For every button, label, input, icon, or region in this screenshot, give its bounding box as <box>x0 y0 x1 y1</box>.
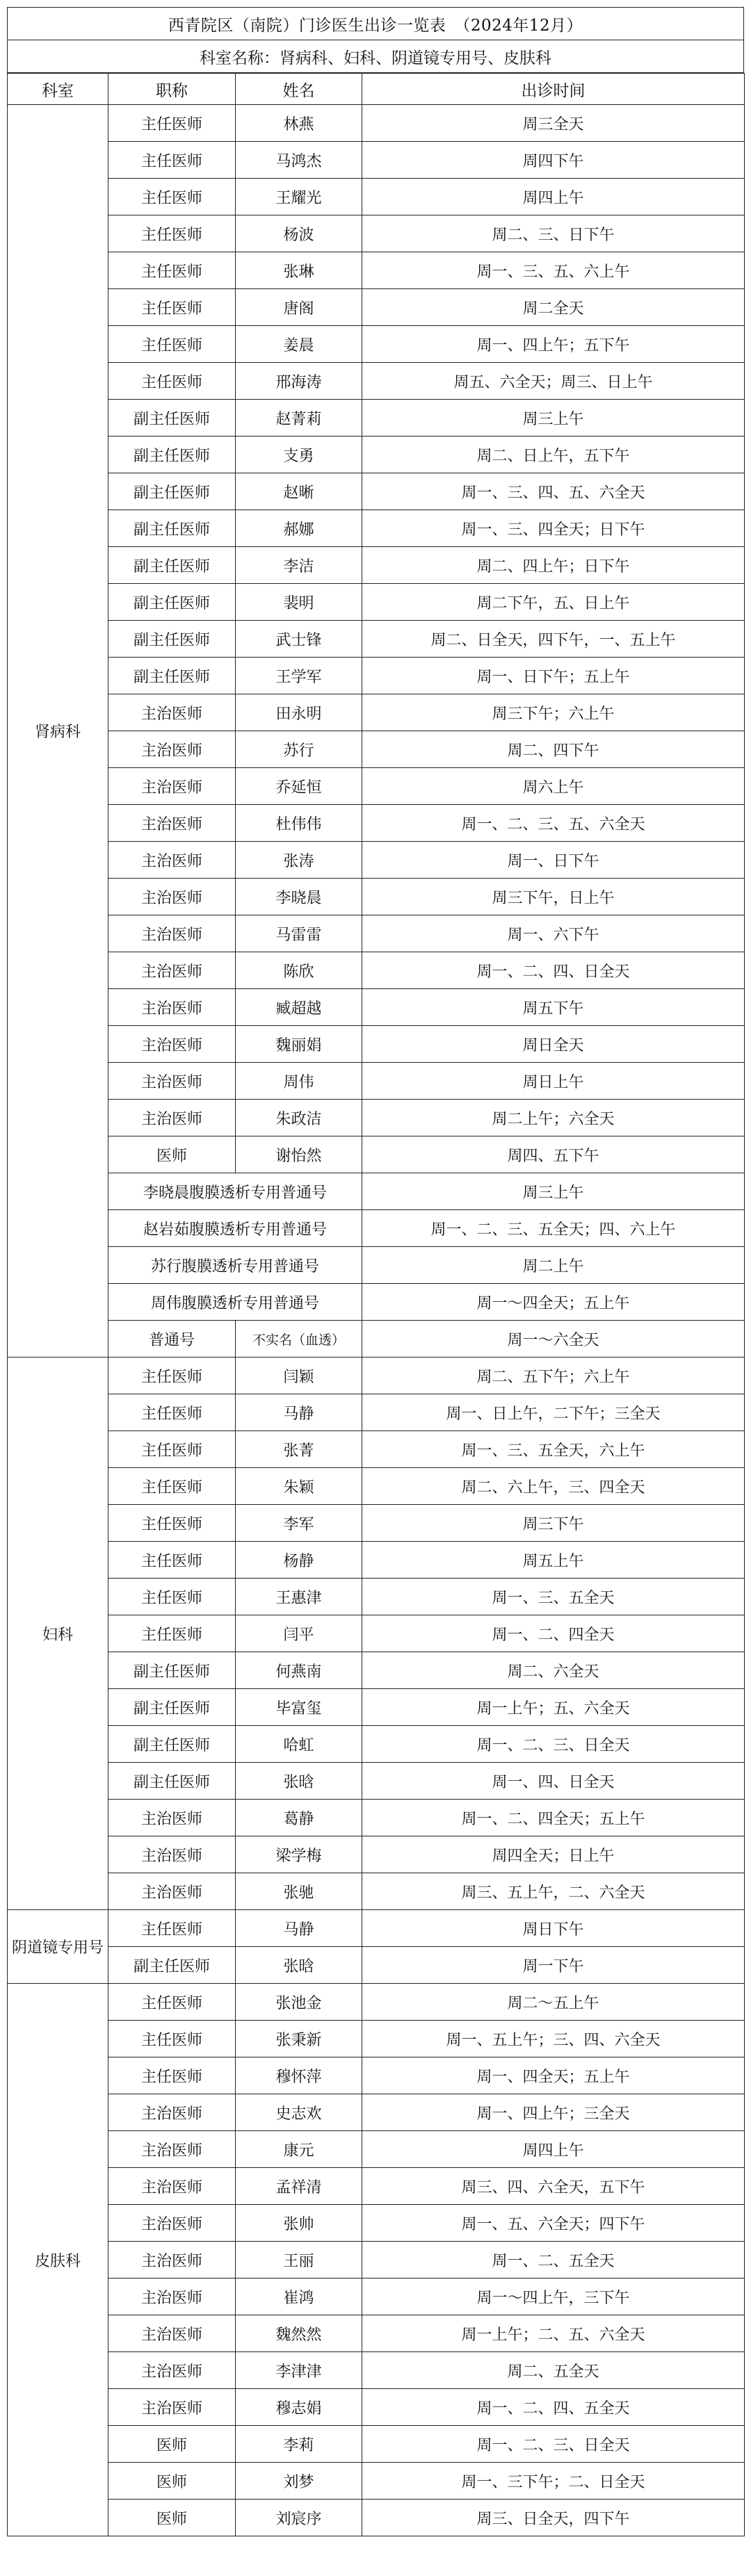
time-cell: 周五上午 <box>362 1542 745 1579</box>
title-cell: 医师 <box>108 2463 236 2500</box>
time-cell: 周一、四、日全天 <box>362 1763 745 1800</box>
title-cell: 副主任医师 <box>108 437 236 473</box>
title-cell: 主治医师 <box>108 1026 236 1063</box>
title-cell: 主任医师 <box>108 215 236 252</box>
title-cell: 主治医师 <box>108 805 236 842</box>
time-cell: 周一、五上午；三、四、六全天 <box>362 2021 745 2057</box>
table-header-row <box>8 74 745 105</box>
name-cell: 葛静 <box>236 1800 362 1836</box>
title-cell: 主任医师 <box>108 1505 236 1542</box>
name-cell: 邢海涛 <box>236 363 362 400</box>
title-cell: 主任医师 <box>108 326 236 363</box>
table-row <box>8 1726 745 1763</box>
title-cell: 主治医师 <box>108 694 236 731</box>
table-row <box>8 1652 745 1689</box>
title-cell: 副主任医师 <box>108 473 236 510</box>
time-cell: 周四、五下午 <box>362 1136 745 1173</box>
title-cell: 主治医师 <box>108 2168 236 2205</box>
name-cell: 马静 <box>236 1394 362 1431</box>
time-cell: 周一、三、五、六上午 <box>362 252 745 289</box>
title-cell: 主治医师 <box>108 2352 236 2389</box>
time-cell: 周一、日下午 <box>362 842 745 879</box>
time-cell: 周一上午；二、五、六全天 <box>362 2315 745 2352</box>
table-row <box>8 142 745 179</box>
title-cell: 副主任医师 <box>108 1726 236 1763</box>
dept-cell: 肾病科 <box>8 105 108 1358</box>
table-row <box>8 547 745 584</box>
title-cell: 副主任医师 <box>108 1652 236 1689</box>
table-row <box>8 510 745 547</box>
table-row <box>8 1026 745 1063</box>
time-cell: 周一、二、三、日全天 <box>362 2426 745 2463</box>
time-cell: 周二、六全天 <box>362 1652 745 1689</box>
name-cell: 陈欣 <box>236 952 362 989</box>
time-cell: 周二、日全天，四下午，一、五上午 <box>362 621 745 658</box>
name-cell: 李洁 <box>236 547 362 584</box>
time-cell: 周四下午 <box>362 142 745 179</box>
table-row <box>8 1542 745 1579</box>
table-row <box>8 1615 745 1652</box>
name-cell: 林燕 <box>236 105 362 142</box>
table-row <box>8 105 745 142</box>
title-cell: 主治医师 <box>108 1800 236 1836</box>
name-cell: 史志欢 <box>236 2094 362 2131</box>
title-cell: 主任医师 <box>108 1394 236 1431</box>
name-cell: 朱政洁 <box>236 1100 362 1136</box>
table-row <box>8 1947 745 1984</box>
name-cell: 孟祥清 <box>236 2168 362 2205</box>
name-cell: 张琳 <box>236 252 362 289</box>
table-row <box>8 1063 745 1100</box>
table-row <box>8 2500 745 2536</box>
title-cell: 主治医师 <box>108 2094 236 2131</box>
name-cell: 张晗 <box>236 1947 362 1984</box>
name-cell: 王耀光 <box>236 179 362 215</box>
name-cell: 王学军 <box>236 658 362 694</box>
name-cell: 刘宸序 <box>236 2500 362 2536</box>
title-cell: 副主任医师 <box>108 584 236 621</box>
name-cell: 张帅 <box>236 2205 362 2242</box>
name-cell: 马静 <box>236 1910 362 1947</box>
table-row <box>8 1910 745 1947</box>
table-row <box>8 1800 745 1836</box>
time-cell: 周一、二、四、五全天 <box>362 2389 745 2426</box>
time-cell: 周一、二、三、日全天 <box>362 1726 745 1763</box>
time-cell: 周二～五上午 <box>362 1984 745 2021</box>
merged-title-cell: 赵岩茹腹膜透析专用普通号 <box>108 1210 362 1247</box>
table-row <box>8 2021 745 2057</box>
title-cell: 主任医师 <box>108 363 236 400</box>
time-cell: 周二下午，五、日上午 <box>362 584 745 621</box>
name-cell: 武士锋 <box>236 621 362 658</box>
title-cell: 主治医师 <box>108 952 236 989</box>
name-cell: 不实名（血透） <box>236 1321 362 1358</box>
title-cell: 主任医师 <box>108 105 236 142</box>
dept-cell: 阴道镜专用号 <box>8 1910 108 1984</box>
name-cell: 乔延恒 <box>236 768 362 805</box>
header-title: 职称 <box>108 74 236 105</box>
time-cell: 周一、二、三、五全天；四、六上午 <box>362 1210 745 1247</box>
title-cell: 主任医师 <box>108 252 236 289</box>
title-cell: 主治医师 <box>108 731 236 768</box>
time-cell: 周三上午 <box>362 400 745 437</box>
title-cell: 主治医师 <box>108 2315 236 2352</box>
name-cell: 李晓晨 <box>236 879 362 915</box>
title-cell: 主治医师 <box>108 1100 236 1136</box>
title-cell: 主任医师 <box>108 2021 236 2057</box>
name-cell: 支勇 <box>236 437 362 473</box>
title-cell: 医师 <box>108 2426 236 2463</box>
title-cell: 主治医师 <box>108 2242 236 2279</box>
table-row <box>8 842 745 879</box>
title-cell: 主治医师 <box>108 915 236 952</box>
document-title: 西青院区（南院）门诊医生出诊一览表 （2024年12月） <box>7 7 744 40</box>
time-cell: 周二、四下午 <box>362 731 745 768</box>
time-cell: 周三上午 <box>362 1173 745 1210</box>
title-cell: 主治医师 <box>108 1836 236 1873</box>
name-cell: 王丽 <box>236 2242 362 2279</box>
time-cell: 周一下午 <box>362 1947 745 1984</box>
time-cell: 周二全天 <box>362 289 745 326</box>
table-row <box>8 1394 745 1431</box>
name-cell: 张秉新 <box>236 2021 362 2057</box>
schedule-table <box>7 73 745 2536</box>
table-row <box>8 2057 745 2094</box>
table-row <box>8 1984 745 2021</box>
name-cell: 张池金 <box>236 1984 362 2021</box>
table-row <box>8 2131 745 2168</box>
title-cell: 主任医师 <box>108 289 236 326</box>
title-cell: 主治医师 <box>108 879 236 915</box>
name-cell: 张菁 <box>236 1431 362 1468</box>
name-cell: 张涛 <box>236 842 362 879</box>
table-row <box>8 1136 745 1173</box>
table-row <box>8 2426 745 2463</box>
table-row <box>8 1836 745 1873</box>
name-cell: 魏然然 <box>236 2315 362 2352</box>
table-row <box>8 1173 745 1210</box>
table-row <box>8 768 745 805</box>
dept-cell: 妇科 <box>8 1358 108 1910</box>
time-cell: 周一、二、五全天 <box>362 2242 745 2279</box>
table-row <box>8 658 745 694</box>
title-cell: 主治医师 <box>108 989 236 1026</box>
name-cell: 赵菁莉 <box>236 400 362 437</box>
table-row <box>8 1431 745 1468</box>
time-cell: 周日全天 <box>362 1026 745 1063</box>
time-cell: 周一、三、五全天 <box>362 1579 745 1615</box>
title-cell: 副主任医师 <box>108 1947 236 1984</box>
table-row <box>8 1873 745 1910</box>
title-cell: 副主任医师 <box>108 658 236 694</box>
schedule-body <box>8 105 745 2536</box>
name-cell: 张驰 <box>236 1873 362 1910</box>
table-row <box>8 2205 745 2242</box>
title-cell: 副主任医师 <box>108 400 236 437</box>
title-cell: 主治医师 <box>108 1063 236 1100</box>
title-cell: 副主任医师 <box>108 1689 236 1726</box>
table-row <box>8 473 745 510</box>
time-cell: 周二、五全天 <box>362 2352 745 2389</box>
table-row <box>8 2279 745 2315</box>
document-subtitle: 科室名称：肾病科、妇科、阴道镜专用号、皮肤科 <box>7 40 744 73</box>
name-cell: 王惠津 <box>236 1579 362 1615</box>
time-cell: 周三下午 <box>362 1505 745 1542</box>
merged-title-cell: 周伟腹膜透析专用普通号 <box>108 1284 362 1321</box>
name-cell: 杜伟伟 <box>236 805 362 842</box>
table-row <box>8 289 745 326</box>
name-cell: 朱颖 <box>236 1468 362 1505</box>
time-cell: 周二、日上午，五下午 <box>362 437 745 473</box>
table-row <box>8 437 745 473</box>
merged-title-cell: 苏行腹膜透析专用普通号 <box>108 1247 362 1284</box>
name-cell: 刘梦 <box>236 2463 362 2500</box>
time-cell: 周四上午 <box>362 179 745 215</box>
title-cell: 主治医师 <box>108 2279 236 2315</box>
name-cell: 李军 <box>236 1505 362 1542</box>
title-cell: 副主任医师 <box>108 1763 236 1800</box>
time-cell: 周一、四上午；五下午 <box>362 326 745 363</box>
header-name: 姓名 <box>236 74 362 105</box>
title-cell: 主治医师 <box>108 842 236 879</box>
time-cell: 周一、三、五全天，六上午 <box>362 1431 745 1468</box>
time-cell: 周一、三、四、五、六全天 <box>362 473 745 510</box>
table-row <box>8 694 745 731</box>
time-cell: 周二、五下午；六上午 <box>362 1358 745 1394</box>
time-cell: 周五下午 <box>362 989 745 1026</box>
time-cell: 周四全天；日上午 <box>362 1836 745 1873</box>
table-row <box>8 2315 745 2352</box>
table-row <box>8 1321 745 1358</box>
name-cell: 张晗 <box>236 1763 362 1800</box>
name-cell: 毕富玺 <box>236 1689 362 1726</box>
name-cell: 杨静 <box>236 1542 362 1579</box>
table-row <box>8 1505 745 1542</box>
table-row <box>8 363 745 400</box>
time-cell: 周一、二、四全天 <box>362 1615 745 1652</box>
name-cell: 唐阁 <box>236 289 362 326</box>
time-cell: 周一～六全天 <box>362 1321 745 1358</box>
title-cell: 主任医师 <box>108 1542 236 1579</box>
title-cell: 主治医师 <box>108 2389 236 2426</box>
title-cell: 医师 <box>108 2500 236 2536</box>
time-cell: 周六上午 <box>362 768 745 805</box>
name-cell: 郝娜 <box>236 510 362 547</box>
time-cell: 周五、六全天；周三、日上午 <box>362 363 745 400</box>
table-row <box>8 915 745 952</box>
title-cell: 主任医师 <box>108 179 236 215</box>
table-row <box>8 2168 745 2205</box>
table-row <box>8 621 745 658</box>
time-cell: 周三下午，日上午 <box>362 879 745 915</box>
time-cell: 周一、四全天；五上午 <box>362 2057 745 2094</box>
header-time: 出诊时间 <box>362 74 745 105</box>
time-cell: 周一、五、六全天；四下午 <box>362 2205 745 2242</box>
title-cell: 主任医师 <box>108 1579 236 1615</box>
time-cell: 周二、三、日下午 <box>362 215 745 252</box>
table-row <box>8 326 745 363</box>
name-cell: 何燕南 <box>236 1652 362 1689</box>
name-cell: 穆志娟 <box>236 2389 362 2426</box>
title-cell: 副主任医师 <box>108 547 236 584</box>
title-cell: 副主任医师 <box>108 621 236 658</box>
name-cell: 杨波 <box>236 215 362 252</box>
time-cell: 周一、日上午，二下午；三全天 <box>362 1394 745 1431</box>
table-row <box>8 1358 745 1394</box>
table-row <box>8 1579 745 1615</box>
table-row <box>8 584 745 621</box>
title-cell: 副主任医师 <box>108 510 236 547</box>
name-cell: 谢怡然 <box>236 1136 362 1173</box>
table-row <box>8 879 745 915</box>
table-row <box>8 2242 745 2279</box>
title-cell: 主任医师 <box>108 1984 236 2021</box>
name-cell: 魏丽娟 <box>236 1026 362 1063</box>
title-cell: 主任医师 <box>108 1358 236 1394</box>
name-cell: 周伟 <box>236 1063 362 1100</box>
schedule-document <box>7 7 744 2536</box>
time-cell: 周三、五上午，二、六全天 <box>362 1873 745 1910</box>
table-row <box>8 731 745 768</box>
table-row <box>8 1284 745 1321</box>
time-cell: 周三、四、六全天，五下午 <box>362 2168 745 2205</box>
time-cell: 周一上午；五、六全天 <box>362 1689 745 1726</box>
time-cell: 周二、四上午；日下午 <box>362 547 745 584</box>
time-cell: 周一、四上午；三全天 <box>362 2094 745 2131</box>
title-cell: 主任医师 <box>108 1615 236 1652</box>
title-cell: 主任医师 <box>108 1910 236 1947</box>
time-cell: 周日上午 <box>362 1063 745 1100</box>
time-cell: 周二上午；六全天 <box>362 1100 745 1136</box>
title-cell: 主任医师 <box>108 2057 236 2094</box>
header-dept: 科室 <box>8 74 108 105</box>
time-cell: 周一、二、四全天；五上午 <box>362 1800 745 1836</box>
title-cell: 普通号 <box>108 1321 236 1358</box>
time-cell: 周日下午 <box>362 1910 745 1947</box>
title-cell: 主治医师 <box>108 768 236 805</box>
table-row <box>8 2389 745 2426</box>
time-cell: 周一、三下午；二、日全天 <box>362 2463 745 2500</box>
table-row <box>8 179 745 215</box>
table-row <box>8 215 745 252</box>
name-cell: 闫颖 <box>236 1358 362 1394</box>
name-cell: 梁学梅 <box>236 1836 362 1873</box>
time-cell: 周三、日全天，四下午 <box>362 2500 745 2536</box>
title-cell: 医师 <box>108 1136 236 1173</box>
time-cell: 周三全天 <box>362 105 745 142</box>
name-cell: 田永明 <box>236 694 362 731</box>
time-cell: 周二上午 <box>362 1247 745 1284</box>
table-row <box>8 1468 745 1505</box>
title-cell: 主任医师 <box>108 142 236 179</box>
name-cell: 马鸿杰 <box>236 142 362 179</box>
name-cell: 李莉 <box>236 2426 362 2463</box>
table-row <box>8 1763 745 1800</box>
name-cell: 闫平 <box>236 1615 362 1652</box>
table-row <box>8 1689 745 1726</box>
name-cell: 李津津 <box>236 2352 362 2389</box>
dept-cell: 皮肤科 <box>8 1984 108 2536</box>
title-cell: 主任医师 <box>108 1431 236 1468</box>
title-cell: 主任医师 <box>108 1468 236 1505</box>
name-cell: 哈虹 <box>236 1726 362 1763</box>
name-cell: 崔鸿 <box>236 2279 362 2315</box>
time-cell: 周一、六下午 <box>362 915 745 952</box>
name-cell: 穆怀萍 <box>236 2057 362 2094</box>
name-cell: 姜晨 <box>236 326 362 363</box>
table-row <box>8 2463 745 2500</box>
table-row <box>8 1247 745 1284</box>
name-cell: 臧超越 <box>236 989 362 1026</box>
time-cell: 周二、六上午，三、四全天 <box>362 1468 745 1505</box>
time-cell: 周一、二、三、五、六全天 <box>362 805 745 842</box>
time-cell: 周一～四全天；五上午 <box>362 1284 745 1321</box>
table-row <box>8 252 745 289</box>
table-row <box>8 1210 745 1247</box>
table-row <box>8 805 745 842</box>
merged-title-cell: 李晓晨腹膜透析专用普通号 <box>108 1173 362 1210</box>
name-cell: 苏行 <box>236 731 362 768</box>
table-row <box>8 400 745 437</box>
time-cell: 周一、三、四全天；日下午 <box>362 510 745 547</box>
time-cell: 周一、日下午；五上午 <box>362 658 745 694</box>
table-row <box>8 2352 745 2389</box>
table-row <box>8 2094 745 2131</box>
title-cell: 主治医师 <box>108 2205 236 2242</box>
time-cell: 周一、二、四、日全天 <box>362 952 745 989</box>
table-row <box>8 1100 745 1136</box>
time-cell: 周三下午；六上午 <box>362 694 745 731</box>
time-cell: 周一～四上午，三下午 <box>362 2279 745 2315</box>
table-row <box>8 989 745 1026</box>
title-cell: 主治医师 <box>108 1873 236 1910</box>
title-cell: 主治医师 <box>108 2131 236 2168</box>
name-cell: 赵晰 <box>236 473 362 510</box>
name-cell: 康元 <box>236 2131 362 2168</box>
table-row <box>8 952 745 989</box>
time-cell: 周四上午 <box>362 2131 745 2168</box>
name-cell: 裴明 <box>236 584 362 621</box>
name-cell: 马雷雷 <box>236 915 362 952</box>
